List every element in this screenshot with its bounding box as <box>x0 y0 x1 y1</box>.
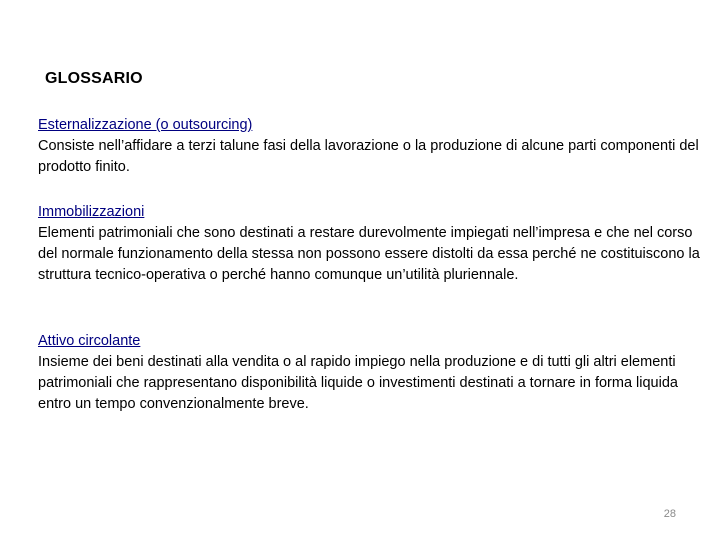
glossary-entry <box>38 331 700 415</box>
glossary-term-link[interactable]: Attivo circolante <box>38 333 141 349</box>
glossary-definition: Insieme dei beni destinati alla vendita o al rapido impiego nella produzione e di tutti gli altri elementi patrimoniali che rappresentano disponibilità liquide o investimenti destinati a tornare in forma liquida entro un tempo convenzionalmente breve. <box>38 354 678 412</box>
page-title: GLOSSARIO <box>45 70 143 87</box>
glossary-definition: Consiste nell’affidare a terzi talune fasi della lavorazione o la produzione di alcune parti componenti del prodotto finito. <box>38 138 699 175</box>
glossary-term-link[interactable]: Esternalizzazione (o outsourcing) <box>38 117 253 133</box>
glossary-entry <box>38 115 700 178</box>
glossary-term-link[interactable]: Immobilizzazioni <box>38 204 145 220</box>
glossary-entry <box>38 202 700 286</box>
glossary-definition: Elementi patrimoniali che sono destinati a restare durevolmente impiegati nell’impresa e che nel corso del normale funzionamento della stessa non possono essere distolti da essa perché ne costituiscono la struttura tecnico-operativa o perché hanno comunque un’utilità pluriennale. <box>38 225 700 283</box>
page-number: 28 <box>663 508 676 520</box>
